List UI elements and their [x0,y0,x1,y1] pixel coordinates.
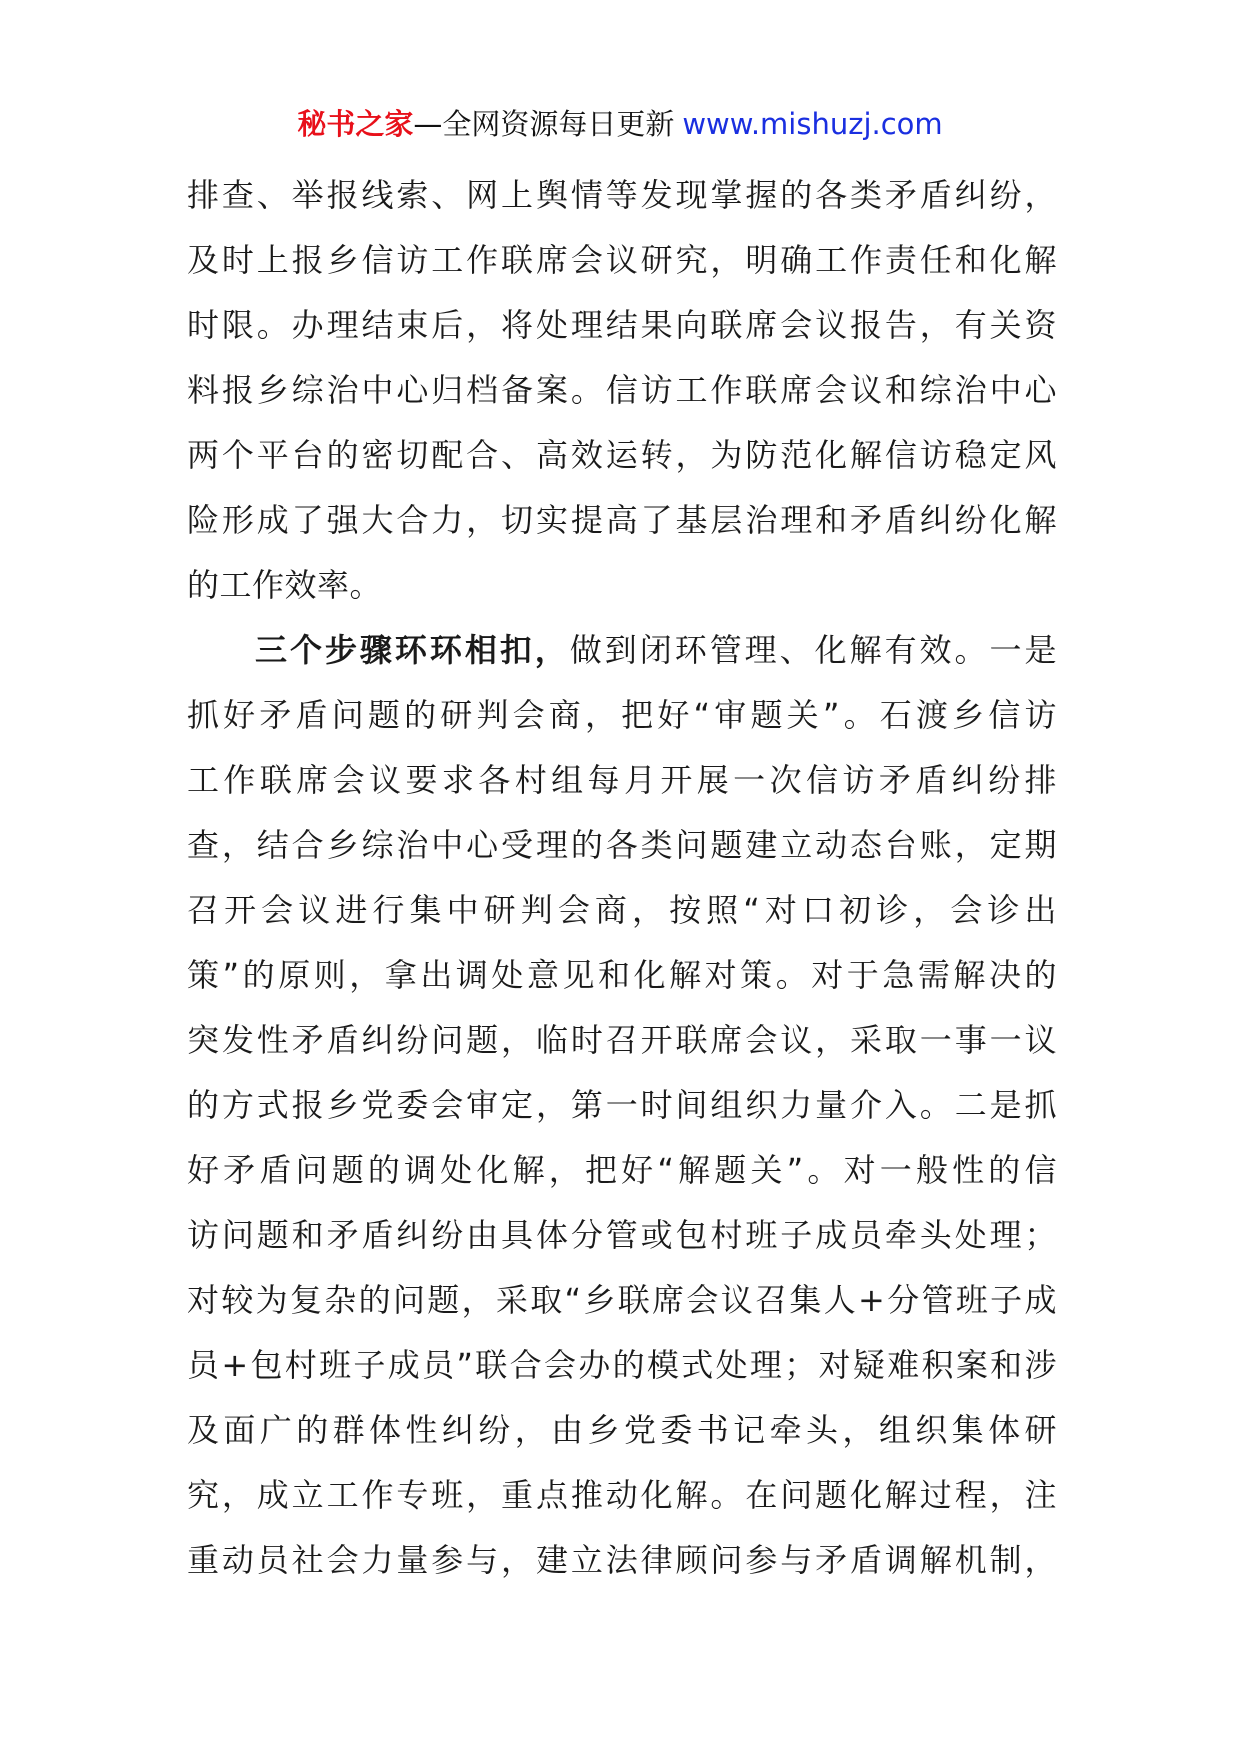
page-header [0,104,1240,144]
text-line: 召开会议进行集中研判会商，按照“对口初诊，会诊出 [187,891,1057,929]
text-line: 访问题和矛盾纠纷由具体分管或包村班子成员牵头处理； [187,1216,1057,1254]
text-line: 对较为复杂的问题，采取“乡联席会议召集人+分管班子成 [187,1281,1057,1319]
text-line: 排查、举报线索、网上舆情等发现掌握的各类矛盾纠纷， [187,176,1057,214]
header-tagline: —全网资源每日更新 [413,107,675,141]
text-line: 料报乡综治中心归档备案。信访工作联席会议和综治中心 [187,371,1057,409]
text-line: 险形成了强大合力，切实提高了基层治理和矛盾纠纷化解 [187,501,1057,539]
text-line: 究，成立工作专班，重点推动化解。在问题化解过程，注 [187,1476,1057,1514]
text-line: 两个平台的密切配合、高效运转，为防范化解信访稳定风 [187,436,1057,474]
paragraph-lead-rest: 做到闭环管理、化解有效。一是 [569,631,1057,669]
document-body [187,163,1057,1593]
text-line: 员+包村班子成员”联合会办的模式处理；对疑难积案和涉 [187,1346,1057,1384]
paragraph-first-line [187,618,1057,683]
paragraph-lead: 三个步骤环环相扣， [255,631,570,669]
text-line: 抓好矛盾问题的研判会商，把好“审题关”。石渡乡信访 [187,696,1057,734]
text-line: 的方式报乡党委会审定，第一时间组织力量介入。二是抓 [187,1086,1057,1124]
text-line: 及面广的群体性纠纷，由乡党委书记牵头，组织集体研 [187,1411,1057,1449]
text-line: 重动员社会力量参与，建立法律顾问参与矛盾调解机制， [187,1541,1057,1579]
text-line: 时限。办理结束后，将处理结果向联席会议报告，有关资 [187,306,1057,344]
text-line: 好矛盾问题的调处化解，把好“解题关”。对一般性的信 [187,1151,1057,1189]
site-url-link[interactable]: www.mishuzj.com [682,107,943,141]
brand-name: 秘书之家 [297,107,414,141]
text-line: 的工作效率。 [187,566,383,604]
text-line: 查，结合乡综治中心受理的各类问题建立动态台账，定期 [187,826,1057,864]
text-line: 及时上报乡信访工作联席会议研究，明确工作责任和化解 [187,241,1057,279]
text-line: 策”的原则，拿出调处意见和化解对策。对于急需解决的 [187,956,1057,994]
text-line: 工作联席会议要求各村组每月开展一次信访矛盾纠纷排 [187,761,1057,799]
text-line: 突发性矛盾纠纷问题，临时召开联席会议，采取一事一议 [187,1021,1057,1059]
